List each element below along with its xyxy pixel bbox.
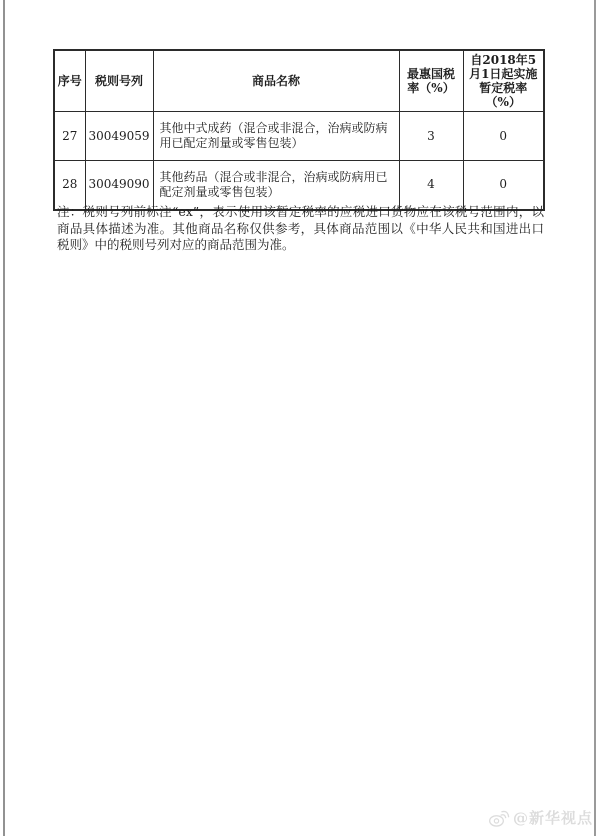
column-header-provisional: 自2018年5月1日起实施暂定税率（%） [463,50,544,112]
scan-left-edge [3,0,5,836]
table-row [54,112,544,161]
column-header-mfn-rate: 最惠国税率（%） [399,50,463,112]
cell-mfn-rate: 3 [399,112,463,161]
cell-mfn-rate: 4 [399,161,463,210]
tariff-table-container [53,49,543,211]
tariff-table [53,49,545,211]
cell-no: 28 [54,161,85,210]
cell-provisional: 0 [463,112,544,161]
cell-code: 30049090 [85,161,153,210]
column-header-name: 商品名称 [153,50,399,112]
footnote-text: 注：税则号列前标注“ex”，表示使用该暂定税率的应税进口货物应在该税号范围内，以商品具体描述为准。其他商品名称仅供参考，具体商品范围以《中华人民共和国进出口税则》中的税则号列对应的商品范围为准。 [57,204,544,252]
scan-right-edge [594,0,596,836]
table-header-row [54,50,544,112]
table-row [54,161,544,210]
weibo-icon [488,808,510,828]
cell-provisional: 0 [463,161,544,210]
watermark-label: @新华视点 [512,809,593,827]
cell-code: 30049059 [85,112,153,161]
cell-name: 其他药品（混合或非混合，治病或防病用已配定剂量或零售包装） [153,161,399,210]
column-header-code: 税则号列 [85,50,153,112]
cell-name: 其他中式成药（混合或非混合，治病或防病用已配定剂量或零售包装） [153,112,399,161]
column-header-no: 序号 [54,50,85,112]
watermark [488,807,593,828]
cell-no: 27 [54,112,85,161]
